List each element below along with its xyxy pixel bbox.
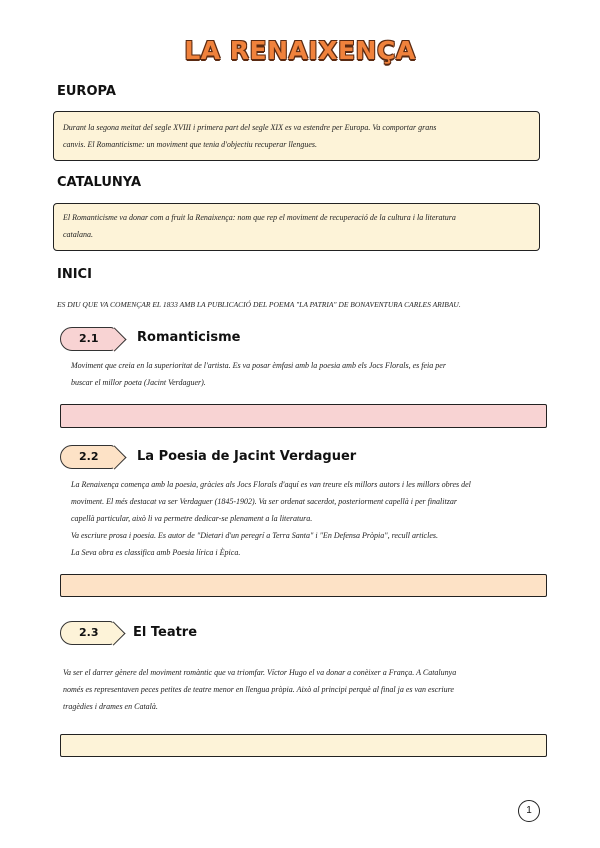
- heading-inici: INICI: [57, 267, 92, 282]
- poesia-line-3: capellà particular, això li va permetre dedicar-se plenament a la literatura.: [71, 514, 313, 523]
- section-badge-2-3: 2.3: [60, 621, 114, 645]
- section-text-teatre: [63, 664, 456, 715]
- catalunya-line-2: catalana.: [63, 230, 93, 239]
- heading-europa: EUROPA: [57, 84, 116, 99]
- poesia-line-2: moviment. El més destacat va ser Verdaguer (1845-1902). Va ser ordenat sacerdot, posteriorment capellà i per finalitzar: [71, 497, 457, 506]
- catalunya-line-1: El Romanticisme va donar com a fruit la Renaixença: nom que rep el moviment de recuperació de la cultura i la literatura: [63, 213, 456, 222]
- page-number: 1: [518, 800, 540, 822]
- poesia-line-5: La Seva obra es classifica amb Poesia lírica i Èpica.: [71, 548, 241, 557]
- heading-catalunya: CATALUNYA: [57, 175, 141, 190]
- poesia-line-4: Va escriure prosa i poesia. Es autor de "Dietari d'un peregrí a Terra Santa" i "En Defensa Pròpia", recull articles.: [71, 531, 438, 540]
- romanticisme-line-1: Moviment que creia en la superioritat de l'artista. Es va posar èmfasi amb la poesia amb els Jocs Florals, es feia per: [71, 361, 446, 370]
- catalunya-text: [63, 209, 533, 243]
- section-badge-2-1: 2.1: [60, 327, 115, 351]
- answer-box-teatre[interactable]: [60, 734, 547, 757]
- section-badge-2-2: 2.2: [60, 445, 115, 469]
- section-text-poesia: [71, 476, 471, 561]
- romanticisme-line-2: buscar el millor poeta (Jacint Verdaguer).: [71, 378, 206, 387]
- teatre-line-1: Va ser el darrer gènere del moviment romàntic que va triomfar. Víctor Hugo el va donar a conèixer a França. A Catalunya: [63, 668, 457, 677]
- teatre-line-2: només es representaven peces petites de teatre menor en llengua pròpia. Això al principi perquè al final ja es van escriure: [63, 685, 454, 694]
- section-title-teatre: El Teatre: [133, 625, 198, 640]
- europa-line-2: canvis. El Romanticisme: un moviment que tenia d'objectiu recuperar llengues.: [63, 140, 318, 149]
- section-title-romanticisme: Romanticisme: [137, 330, 241, 345]
- section-title-poesia: La Poesia de Jacint Verdaguer: [137, 449, 357, 464]
- poesia-line-1: La Renaixença comença amb la poesia, gràcies als Jocs Florals d'aquí es van treure els millors autors i les millors obres del: [71, 480, 471, 489]
- answer-box-romanticisme[interactable]: [60, 404, 547, 428]
- europa-text: [63, 119, 533, 153]
- inici-line: ES DIU QUE VA COMENÇAR EL 1833 AMB LA PUBLICACIÓ DEL POEMA "LA PATRIA" DE BONAVENTURA CARLES ARIBAU.: [57, 300, 461, 309]
- europa-line-1: Durant la segona meitat del segle XVIII i primera part del segle XIX es va estendre per Europa. Va comportar grans: [63, 123, 437, 132]
- answer-box-poesia[interactable]: [60, 574, 547, 597]
- section-text-romanticisme: [71, 357, 446, 391]
- inici-text: [57, 296, 461, 313]
- teatre-line-3: tragèdies i drames en Català.: [63, 702, 158, 711]
- page-title: LA RENAIXENÇA: [184, 36, 416, 65]
